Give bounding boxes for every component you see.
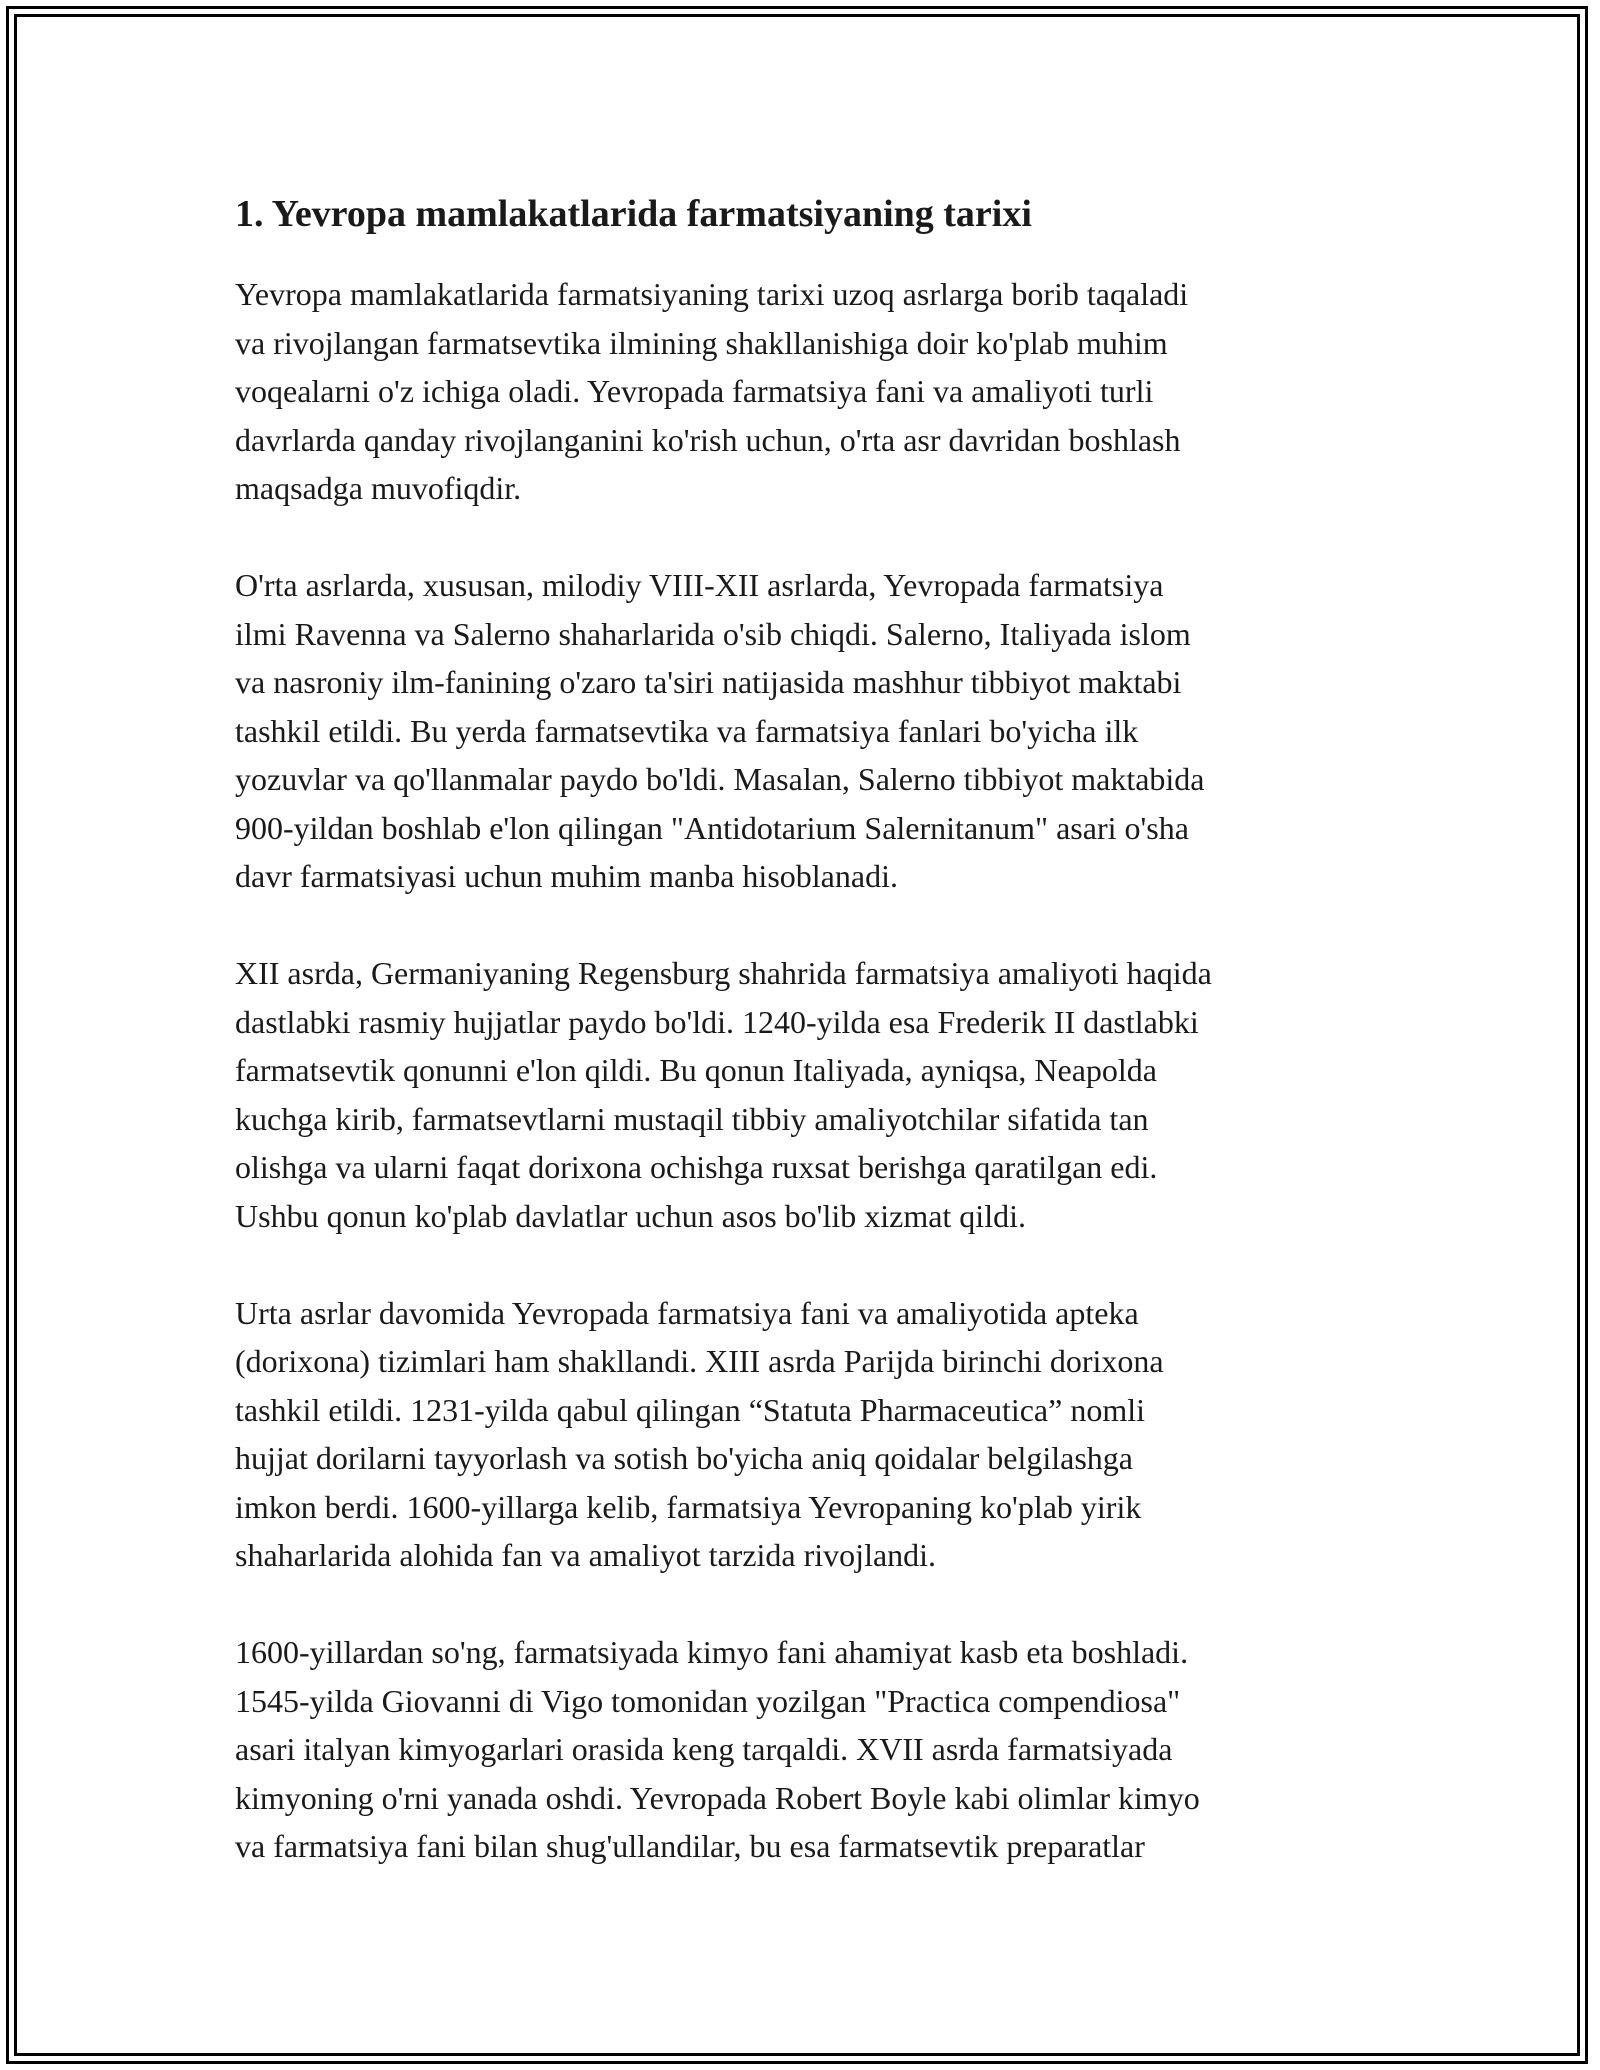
- text-line: davr farmatsiyasi uchun muhim manba hisoblanadi.: [235, 858, 898, 894]
- text-line: shaharlarida alohida fan va amaliyot tarzida rivojlandi.: [235, 1537, 937, 1573]
- paragraph-1: [235, 270, 1375, 513]
- paragraph-4: [235, 1289, 1375, 1580]
- text-line: asari italyan kimyogarlari orasida keng tarqaldi. XVII asrda farmatsiyada: [235, 1731, 1173, 1767]
- text-line: O'rta asrlarda, xususan, milodiy VIII-XII asrlarda, Yevropada farmatsiya: [235, 567, 1164, 603]
- text-line: olishga va ularni faqat dorixona ochishga ruxsat berishga qaratilgan edi.: [235, 1149, 1158, 1185]
- text-line: kimyoning o'rni yanada oshdi. Yevropada Robert Boyle kabi olimlar kimyo: [235, 1779, 1200, 1816]
- text-line: 900-yildan boshlab e'lon qilingan "Antidotarium Salernitanum" asari o'sha: [235, 809, 1189, 846]
- text-line: ilmi Ravenna va Salerno shaharlarida o'sib chiqdi. Salerno, Italiyada islom: [235, 615, 1191, 652]
- text-line: 1545-yilda Giovanni di Vigo tomonidan yozilgan "Practica compendiosa": [235, 1682, 1181, 1719]
- text-line: hujjat dorilarni tayyorlash va sotish bo'yicha aniq qoidalar belgilashga: [235, 1440, 1133, 1476]
- text-line: va nasroniy ilm-fanining o'zaro ta'siri natijasida mashhur tibbiyot maktabi: [235, 664, 1182, 700]
- text-line: kuchga kirib, farmatsevtlarni mustaqil tibbiy amaliyotchilar sifatida tan: [235, 1100, 1149, 1137]
- paragraph-5: [235, 1628, 1375, 1871]
- text-line: XII asrda, Germaniyaning Regensburg shahrida farmatsiya amaliyoti haqida: [235, 955, 1212, 991]
- text-line: dastlabki rasmiy hujjatlar paydo bo'ldi. 1240-yilda esa Frederik II dastlabki: [235, 1003, 1199, 1040]
- text-line: 1600-yillardan so'ng, farmatsiyada kimyo fani ahamiyat kasb eta boshladi.: [235, 1634, 1189, 1670]
- paragraph-3: [235, 949, 1375, 1240]
- text-line: maqsadga muvofiqdir.: [235, 470, 522, 506]
- text-line: voqealarni o'z ichiga oladi. Yevropada farmatsiya fani va amaliyoti turli: [235, 373, 1154, 409]
- text-line: Yevropa mamlakatlarida farmatsiyaning tarixi uzoq asrlarga borib taqaladi: [235, 276, 1189, 312]
- text-line: (dorixona) tizimlari ham shakllandi. XIII asrda Parijda birinchi dorixona: [235, 1343, 1164, 1379]
- section-heading: 1. Yevropa mamlakatlarida farmatsiyaning tarixi: [235, 193, 1032, 235]
- text-line: yozuvlar va qo'llanmalar paydo bo'ldi. Masalan, Salerno tibbiyot maktabida: [235, 761, 1205, 797]
- text-line: farmatsevtik qonunni e'lon qildi. Bu qonun Italiyada, ayniqsa, Neapolda: [235, 1052, 1157, 1088]
- text-line: Ushbu qonun ko'plab davlatlar uchun asos bo'lib xizmat qildi.: [235, 1197, 1026, 1234]
- text-line: imkon berdi. 1600-yillarga kelib, farmatsiya Yevropaning ko'plab yirik: [235, 1488, 1142, 1525]
- text-line: Urta asrlar davomida Yevropada farmatsiya fani va amaliyotida apteka: [235, 1294, 1139, 1331]
- text-line: va farmatsiya fani bilan shug'ullandilar, bu esa farmatsevtik preparatlar: [235, 1828, 1145, 1864]
- text-line: tashkil etildi. Bu yerda farmatsevtika va farmatsiya fanlari bo'yicha ilk: [235, 712, 1139, 749]
- document-body: [235, 186, 1375, 1919]
- text-line: va rivojlangan farmatsevtika ilmining shakllanishiga doir ko'plab muhim: [235, 324, 1168, 361]
- paragraph-2: [235, 561, 1375, 901]
- text-line: tashkil etildi. 1231-yilda qabul qilingan “Statuta Pharmaceutica” nomli: [235, 1391, 1145, 1428]
- text-line: davrlarda qanday rivojlanganini ko'rish uchun, o'rta asr davridan boshlash: [235, 421, 1181, 458]
